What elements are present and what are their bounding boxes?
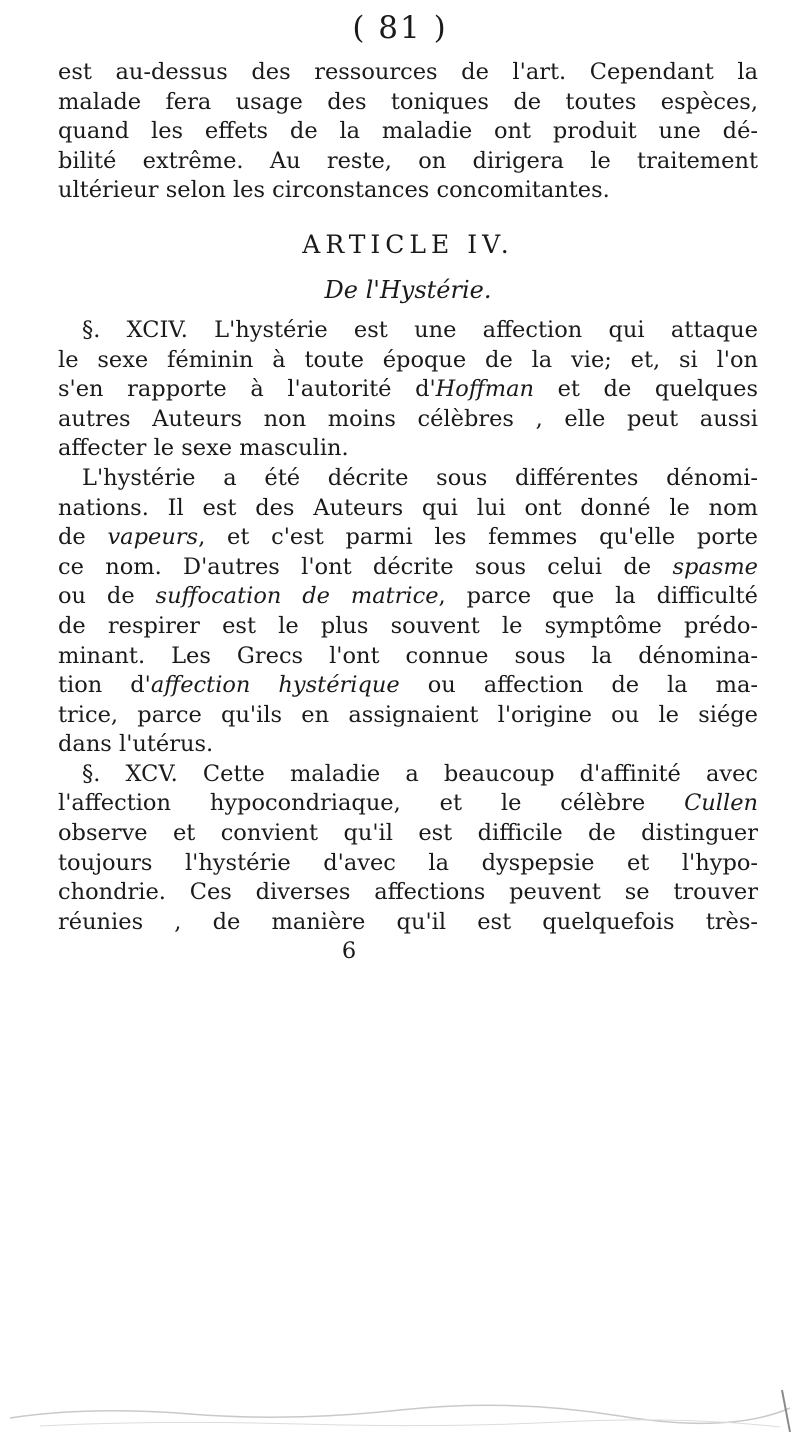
text-line: toujours l'hystérie d'avec la dyspepsie et l'hypo- (58, 849, 758, 876)
italic-term: vapeurs (107, 524, 199, 551)
text-line: de respirer est le plus souvent le symptôme prédo- (58, 612, 758, 639)
text-line: malade fera usage des toniques de toutes espèces, (58, 88, 758, 115)
text-line: affecter le sexe masculin. (58, 435, 349, 462)
text-line-mixed: ou de suffocation de matrice, parce que la difficulté (58, 583, 758, 610)
text-line-mixed: s'en rapporte à l'autorité d'Hoffman et de quelques (58, 376, 758, 403)
text-line: autres Auteurs non moins célèbres , elle peut aussi (58, 405, 758, 432)
text-line: §. XCIV. L'hystérie est une affection qui attaque (82, 316, 758, 343)
text-line: trice, parce qu'ils en assignaient l'origine ou le siége (58, 701, 758, 728)
text-line: réunies , de manière qu'il est quelquefois très- (58, 908, 758, 935)
italic-term: spasme (672, 553, 758, 580)
italic-term: suffocation de matrice (155, 583, 439, 610)
scan-edge-artifact (0, 1380, 800, 1433)
text-line: chondrie. Ces diverses affections peuvent se trouver (58, 879, 758, 906)
section-xciv-paragraph-1 (58, 316, 758, 464)
text-line-mixed: de vapeurs, et c'est parmi les femmes qu'elle porte (58, 524, 758, 551)
article-heading: ARTICLE IV. (302, 229, 514, 259)
text-line: est au-dessus des ressources de l'art. Cependant la (58, 59, 758, 85)
text-line: bilité extrême. Au reste, on dirigera le traitement (58, 147, 758, 174)
text-line: quand les effets de la maladie ont produit une dé- (58, 118, 758, 145)
text-line-mixed: l'affection hypocondriaque, et le célèbre Cullen (58, 790, 758, 817)
text-line: §. XCV. Cette maladie a beaucoup d'affinité avec (82, 760, 758, 787)
section-xcv-paragraph (58, 760, 758, 967)
italic-name: Cullen (684, 790, 758, 817)
text-line-mixed: tion d'affection hystérique ou affection de la ma- (58, 672, 759, 699)
text-line: nations. Il est des Auteurs qui lui ont donné le nom (58, 494, 758, 521)
italic-name: Hoffman (435, 376, 535, 403)
text-line: observe et convient qu'il est difficile de distinguer (58, 820, 758, 847)
text-line-mixed: ce nom. D'autres l'ont décrite sous celui de spasme (58, 553, 758, 580)
italic-term: affection hystérique (150, 672, 400, 699)
text-line: ultérieur selon les circonstances concomitantes. (58, 177, 610, 204)
section-xciv-paragraph-2 (58, 464, 758, 760)
text-line: L'hystérie a été décrite sous différentes dénomi- (82, 464, 758, 491)
text-line: minant. Les Grecs l'ont connue sous la dénomina- (58, 642, 758, 669)
signature-mark: 6 (341, 938, 357, 965)
intro-paragraph (58, 58, 758, 206)
text-line: dans l'utérus. (58, 731, 214, 758)
page-text (58, 58, 758, 967)
page-number: ( 81 ) (352, 10, 448, 46)
text-line: le sexe féminin à toute époque de la vie; et, si l'on (58, 346, 758, 373)
section-title: De l'Hystérie. (324, 275, 492, 304)
